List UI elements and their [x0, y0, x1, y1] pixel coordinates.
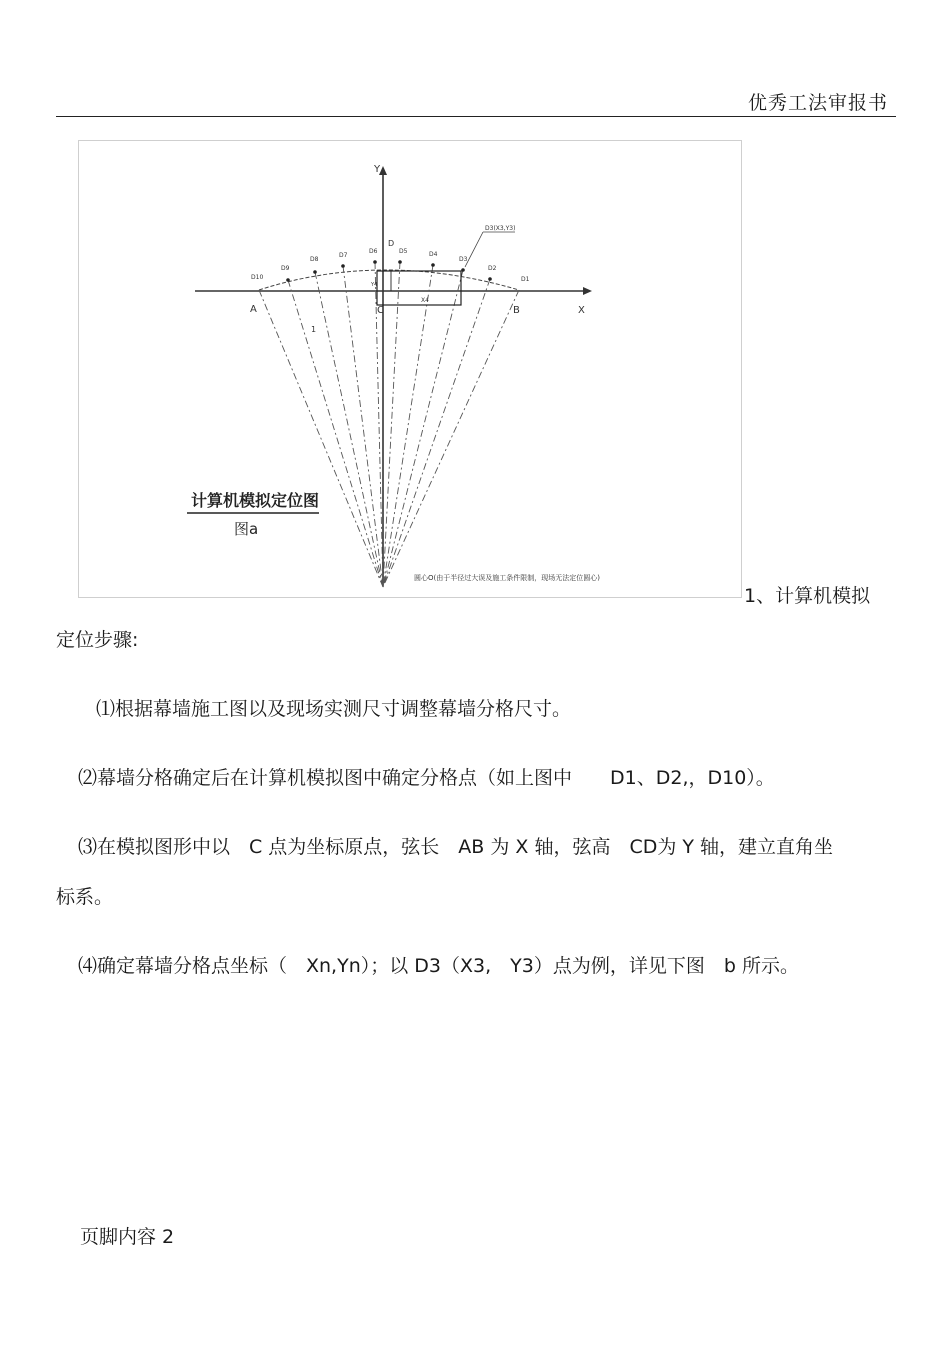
label-d6: D6 [369, 248, 378, 255]
label-d3: D3 [459, 256, 468, 263]
label-d5: D5 [399, 248, 408, 255]
step-4: ⑷确定幕墙分格点坐标（ Xn,Yn）；以 D3（X3, Y3）点为例，详见下图 b 所示。 [78, 955, 799, 977]
label-d4: D4 [429, 251, 438, 258]
label-d9: D9 [281, 265, 290, 272]
label-yn: Y4 [371, 282, 378, 288]
y-axis-label: Y [374, 164, 381, 175]
callout-d3: D3(X3,Y3) [485, 225, 516, 232]
figure-border [79, 141, 742, 598]
section-heading: 定位步骤: [56, 629, 139, 651]
radius-label: 1 [311, 325, 317, 334]
x-axis-label: X [578, 305, 585, 316]
step-3: ⑶在模拟图形中以 C 点为坐标原点，弦长 AB 为 X 轴，弦高 CD为 Y 轴，建立直角坐 [78, 836, 834, 858]
figure-subtitle: 图a [234, 520, 259, 538]
step-3-cont: 标系。 [56, 886, 114, 908]
point-c: C [377, 305, 384, 316]
point-a: A [250, 304, 257, 315]
header-title: 优秀工法审报书 [747, 92, 888, 114]
point-b: B [513, 305, 520, 316]
label-d1: D1 [521, 276, 530, 283]
label-d7: D7 [339, 252, 348, 259]
step-2: ⑵幕墙分格确定后在计算机模拟图中确定分格点（如上图中 D1、D2,，D10）。 [78, 767, 775, 789]
figure-a [78, 140, 742, 598]
page-footer: 页脚内容 2 [80, 1226, 175, 1248]
figure-caption: 1、计算机模拟 [744, 585, 871, 607]
label-d10: D10 [251, 274, 264, 281]
figure-title: 计算机模拟定位图 [191, 491, 320, 510]
step-1: ⑴根据幕墙施工图以及现场实测尺寸调整幕墙分格尺寸。 [96, 698, 572, 720]
header-divider [56, 116, 896, 117]
figure-note: 圆心O(由于半径过大误及施工条件限制，现场无法定位圆心) [414, 574, 600, 582]
label-xn: X4 [421, 297, 429, 304]
label-d8: D8 [310, 256, 319, 263]
point-d: D [388, 239, 395, 248]
label-d2: D2 [488, 265, 497, 272]
